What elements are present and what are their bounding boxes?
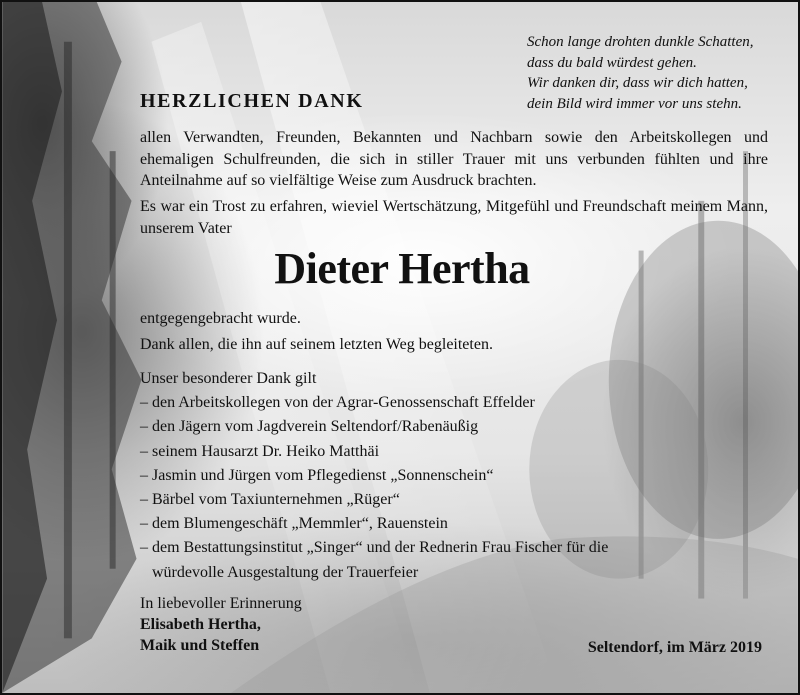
dank-allen-text: Dank allen, die ihn auf seinem letzten Weg begleiteten. xyxy=(140,336,493,353)
heading: HERZLICHEN DANK xyxy=(140,90,364,112)
intro-paragraph: allen Verwandten, Freunden, Bekannten und Nachbarn sowie den Arbeitskollegen und ehemaligen Schulfreunden, die sich in stiller Trauer mit uns verbunden fühlten und ihre Anteilnahme auf so vielfältige Weise zum Ausdruck brachten. xyxy=(140,129,768,189)
special-thanks-intro: Unser besonderer Dank gilt xyxy=(140,370,317,387)
list-item: – Bärbel vom Taxiunternehmen „Rüger“ xyxy=(140,491,400,509)
poem-line: dass du bald würdest gehen. xyxy=(527,54,697,71)
list-item: – dem Blumengeschäft „Memmler“, Rauenstein xyxy=(140,515,448,533)
list-item: – den Jägern vom Jagdverein Seltendorf/Rabenäußig xyxy=(140,418,479,436)
poem xyxy=(527,32,753,114)
list-item: – den Arbeitskollegen von der Agrar-Genossenschaft Effelder xyxy=(140,394,535,412)
poem-line: dein Bild wird immer vor uns stehn. xyxy=(527,95,742,112)
list-item: – seinem Hausarzt Dr. Heiko Matthäi xyxy=(140,442,380,460)
signature-names-line1: Elisabeth Hertha, xyxy=(140,616,261,633)
signature-intro: In liebevoller Erinnerung xyxy=(140,595,302,612)
special-thanks xyxy=(140,367,608,585)
list-item: – dem Bestattungsinstitut „Singer“ und der Rednerin Frau Fischer für die xyxy=(140,539,609,557)
after-name-text: entgegengebracht wurde. xyxy=(140,310,301,327)
signature xyxy=(140,593,302,656)
trost-paragraph: Es war ein Trost zu erfahren, wieviel Wertschätzung, Mitgefühl und Freundschaft meinem Mann, unserem Vater xyxy=(140,198,768,237)
list-item-continuation: würdevolle Ausgestaltung der Trauerfeier xyxy=(152,563,419,581)
signature-names-line2: Maik und Steffen xyxy=(140,637,260,654)
deceased-name: Dieter Hertha xyxy=(274,244,530,293)
poem-line: Schon lange drohten dunkle Schatten, xyxy=(527,34,754,50)
poem-line: Wir danken dir, dass wir dich hatten, xyxy=(527,75,748,91)
list-item: – Jasmin und Jürgen vom Pflegedienst „Sonnenschein“ xyxy=(140,466,494,484)
place-date: Seltendorf, im März 2019 xyxy=(587,639,762,656)
